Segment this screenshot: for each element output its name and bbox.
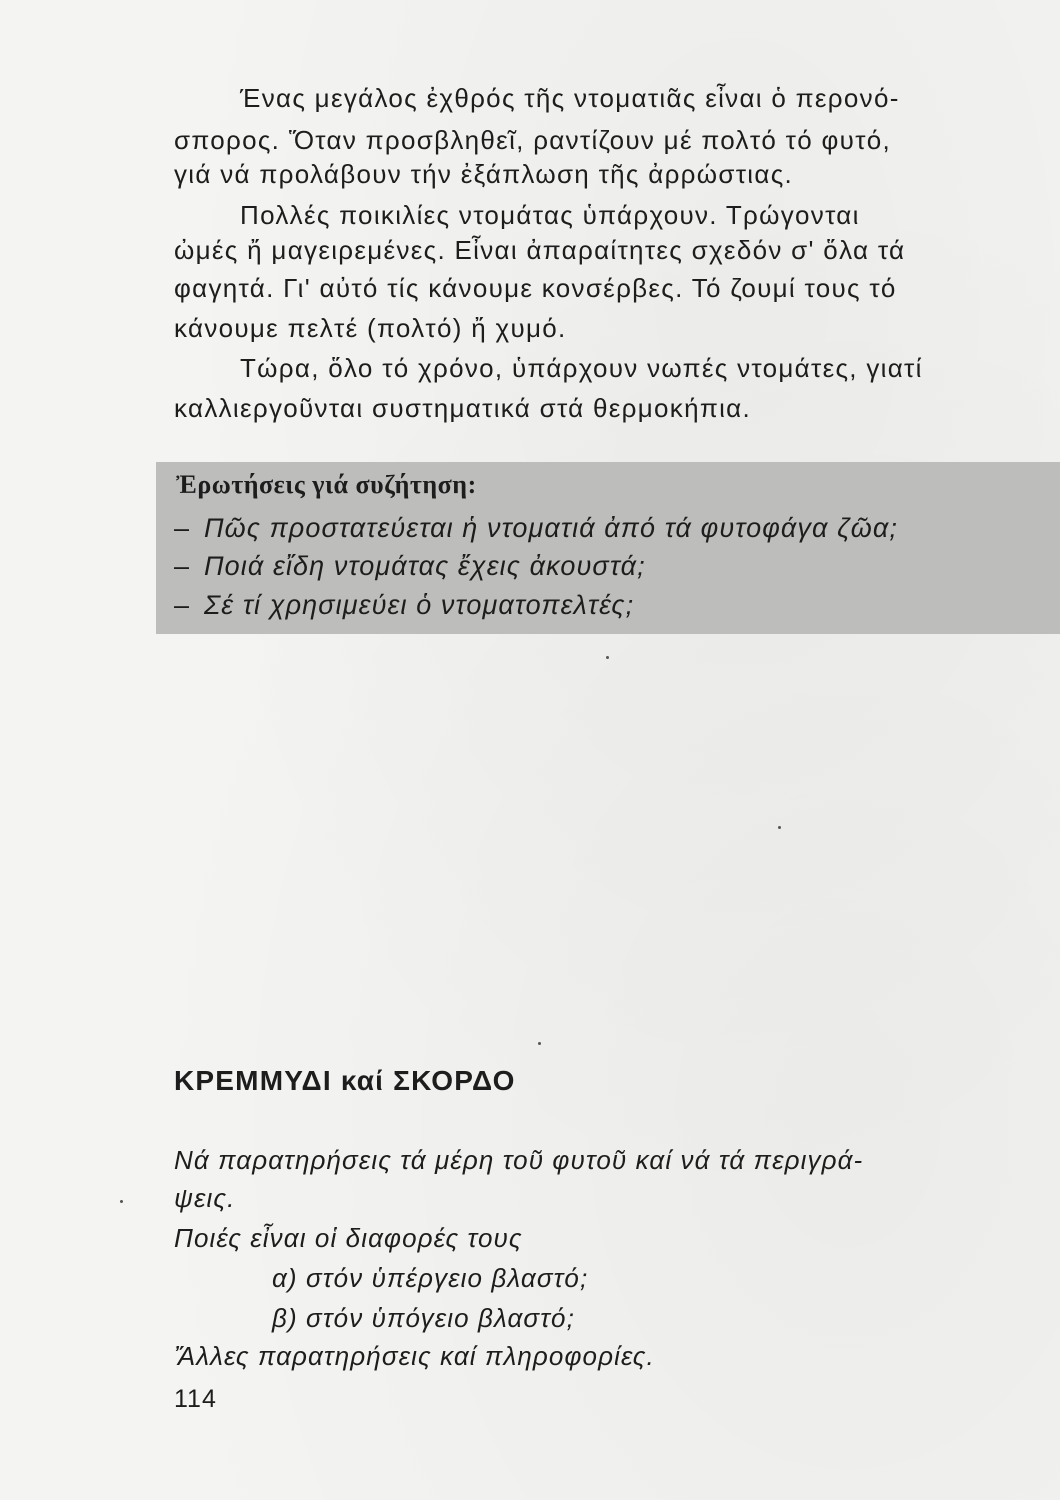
dash-mark: –: [174, 513, 191, 543]
scan-speck: [778, 826, 781, 829]
question-text: Ποιά εἴδη ντομάτας ἔχεις ἀκουστά;: [204, 551, 646, 581]
discussion-questions-title: Ἐρωτήσεις γιά συζήτηση:: [176, 470, 477, 499]
dash-mark: –: [174, 590, 191, 620]
question-text: Σέ τί χρησιμεύει ὁ ντοματοπελτές;: [204, 590, 635, 620]
question-item: [174, 589, 634, 621]
section-line-6: Ἄλλες παρατηρήσεις καί πληροφορίες.: [174, 1341, 655, 1371]
section-heading: ΚΡΕΜΜΥΔΙ καί ΣΚΟΡΔΟ: [174, 1065, 516, 1096]
paragraph-1-line-2: σπορος. Ὅταν προσβληθεῖ, ραντίζουν μέ πολτό τό φυτό,: [174, 125, 892, 155]
section-line-4: α) στόν ὑπέργειο βλαστό;: [272, 1263, 589, 1293]
paragraph-2-line-3: φαγητά. Γι' αὐτό τίς κάνουμε κονσέρβες. Τό ζουμί τους τό: [174, 273, 897, 303]
question-item: [174, 512, 898, 544]
dash-mark: –: [174, 551, 191, 581]
section-line-3: Ποιές εἶναι οἱ διαφορές τους: [174, 1223, 523, 1253]
page-number: 114: [174, 1385, 217, 1413]
paragraph-2-line-2: ὠμές ἤ μαγειρεμένες. Εἶναι ἀπαραίτητες σχεδόν σ' ὅλα τά: [174, 235, 906, 265]
scan-speck: [538, 1042, 541, 1045]
question-item: [174, 550, 646, 582]
question-text: Πῶς προστατεύεται ἡ ντοματιά ἀπό τά φυτοφάγα ζῶα;: [204, 513, 898, 543]
paragraph-1-line-1: Ένας μεγάλος ἐχθρός τῆς ντοματιᾶς εἶναι ὁ περονό-: [240, 83, 900, 113]
paragraph-3-line-1: Τώρα, ὅλο τό χρόνο, ὑπάρχουν νωπές ντομάτες, γιατί: [240, 353, 923, 383]
paragraph-1-line-3: γιά νά προλάβουν τήν ἐξάπλωση τῆς ἀρρώστιας.: [174, 159, 794, 189]
section-line-5: β) στόν ὑπόγειο βλαστό;: [272, 1303, 575, 1333]
scan-speck: [120, 1200, 123, 1203]
paragraph-2-line-1: Πολλές ποικιλίες ντομάτας ὑπάρχουν. Τρώγονται: [240, 200, 860, 230]
section-line-2: ψεις.: [174, 1183, 236, 1213]
scan-speck: [606, 656, 609, 659]
section-line-1: Νά παρατηρήσεις τά μέρη τοῦ φυτοῦ καί νά τά περιγρά-: [174, 1145, 864, 1175]
paragraph-3-line-2: καλλιεργοῦνται συστηματικά στά θερμοκήπια.: [174, 393, 752, 423]
paragraph-2-line-4: κάνουμε πελτέ (πολτό) ἤ χυμό.: [174, 313, 567, 343]
